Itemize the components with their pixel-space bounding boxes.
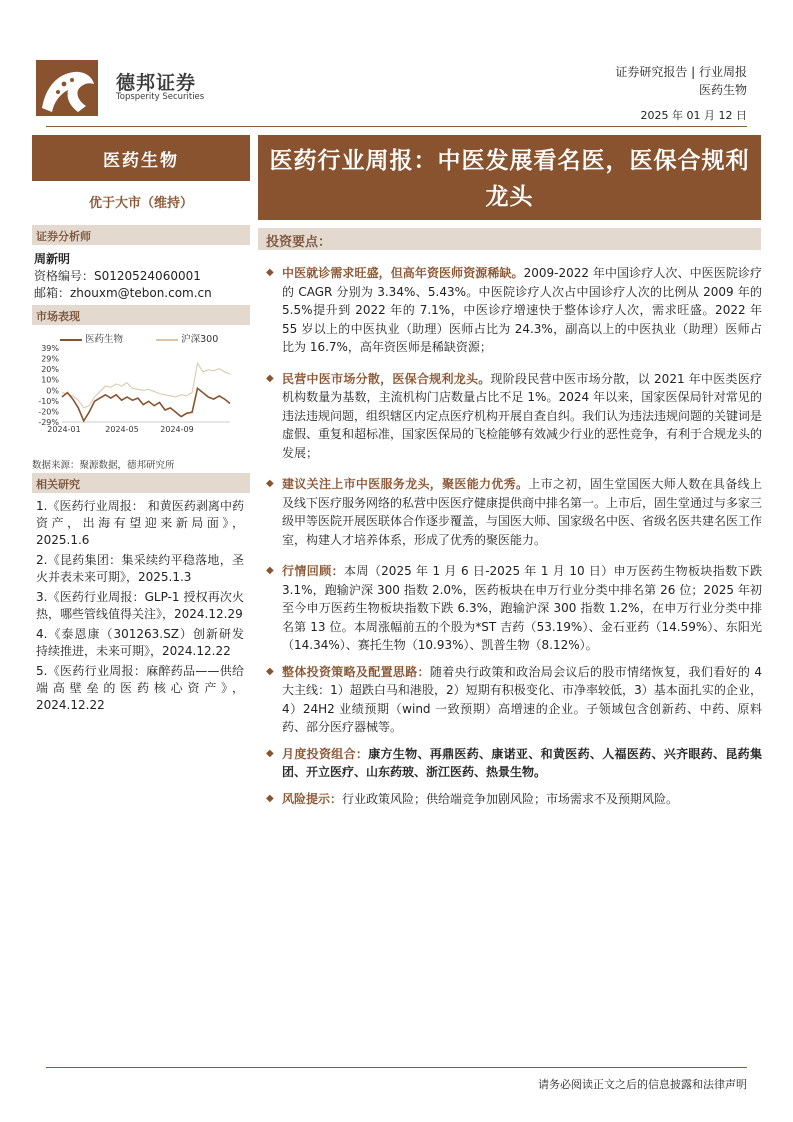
related-item[interactable]: 2.《昆药集团：集采续约平稳落地，圣火并表未来可期》，2025.1.3 (36, 553, 244, 584)
analyst-name: 周新明 (34, 252, 71, 266)
key-point-lead: 整体投资策略及配置思路： (282, 664, 430, 679)
key-points-header: 投资要点： (258, 228, 761, 250)
series-line (62, 363, 230, 408)
report-date: 2025 年 01 月 12 日 (640, 109, 747, 122)
key-point-text: 本周（2025 年 1 月 6 日-2025 年 1 月 10 日）申万医药生物板块指数下跌 3.1%，跑输沪深 300 指数 2.0%，医药板块在申万行业分类中排名第 26 位；2025 年初至今申万医药生物板块指数下跌 6.3%，跑输沪深 300 指数 1.2%，在申万行业分类中排名第 13 位。本周涨幅前五的个股为*ST 吉药（53.19%）、金石亚药（14.59%）、东阳光（14.34%）、赛托生物（10.93%）、凯普生物（8.12%）。 (282, 564, 762, 652)
key-point-lead: 中医就诊需求旺盛，但高年资医师资源稀缺。 (282, 266, 524, 280)
y-tick-label: 0% (46, 386, 59, 396)
market-performance-chart (30, 342, 252, 442)
related-section-header: 相关研究 (32, 473, 250, 493)
rating: 优于大市（维持） (88, 196, 193, 211)
y-tick-label: 10% (41, 375, 59, 385)
analyst-license: 资格编号：S0120524060001 (34, 269, 201, 283)
bullet-icon: ◆ (266, 565, 274, 576)
x-tick-label: 2024-05 (105, 425, 139, 434)
sector-banner: 医药生物 (32, 135, 250, 181)
related-item[interactable]: 4.《泰恩康（301263.SZ）创新研发持续推进，未来可期》，2024.12.22 (36, 627, 244, 658)
key-point-lead: 民营中医市场分散，医保合规利龙头。 (282, 371, 491, 386)
key-point-lead: 月度投资组合： (282, 746, 369, 761)
market-section-header: 市场表现 (32, 305, 250, 325)
key-point-text: 上市之初，固生堂国医大师人数在具备线上及线下医疗服务网络的私营中医医疗健康提供商中排名第一。上市后，固生堂通过与多家三级甲等医院开展医联体合作逐步覆盖，与国医大师、国家级名中医、省级名医共建名医工作室，构建人才培养体系，形成了优秀的聚医能力。 (282, 477, 763, 547)
bullet-icon: ◆ (266, 478, 274, 489)
y-tick-label: -29% (38, 418, 59, 427)
key-point-text: 现阶段民营中医市场分散，以 2021 年中医类医疗机构数量为基数，主流机构门店数量占比不足 1%。2024 年以来，国家医保局针对常见的违法违规问题，组织辖区内定点医疗机构开展自查自纠。我们认为违法违规问题的关键词是虚假、重复和超标准，国家医保局的飞检能够有效减少行业的恶性竞争，有利于合规龙头的发展； (282, 371, 763, 460)
y-tick-label: 20% (41, 365, 59, 375)
key-point (262, 663, 762, 737)
header-divider (46, 126, 747, 127)
bullet-icon: ◆ (266, 267, 274, 278)
y-tick-label: -20% (38, 407, 59, 417)
x-tick-label: 2024-01 (47, 425, 81, 434)
related-item[interactable]: 1.《医药行业周报： 和黄医药剥离中药资产，出海有望迎来新局面》，2025.1.6 (36, 499, 244, 547)
legend-label-index: 沪深300 (181, 334, 219, 345)
key-point (262, 790, 762, 809)
analyst-email: 邮箱：zhouxm@tebon.com.cn (34, 286, 212, 300)
related-research-list (36, 498, 244, 717)
key-point-lead: 行情回顾： (282, 564, 344, 578)
y-tick-label: -10% (38, 396, 59, 406)
bullet-icon: ◆ (266, 747, 274, 759)
bullet-icon: ◆ (266, 372, 274, 384)
key-point-text: 随着央行政策和政治局会议后的股市情绪恢复，我们看好的 4 大主线：1）超跌白马和港股，2）短期有积极变化、市净率较低，3）基本面扎实的企业，4）24H2 业绩预期（wind 一致预期）高增速的企业。子领域包含创新药、中药、原料药、部分医疗器械等。 (282, 664, 762, 734)
key-point-text: 2009-2022 年中国诊疗人次、中医医院诊疗的 CAGR 分别为 3.34%、5.43%。中医院诊疗人次占中国诊疗人次的比例从 2009 年的 5.5%提升到 2022 年的 7.1%，中医诊疗增速快于整体诊疗人次，需求旺盛。2022 年 55 岁以上的中医执业（助理）医师占比为 24.3%，副高以上的中医执业（助理）医师占比为 16.7%，高年资医师是稀缺资源； (282, 266, 762, 354)
footer-divider (46, 1067, 747, 1068)
x-tick-label: 2024-09 (160, 425, 194, 434)
analyst-section-header: 证券分析师 (32, 225, 250, 245)
key-points (262, 264, 762, 808)
chart-source-note: 数据来源：聚源数据，德邦研究所 (32, 460, 175, 471)
key-point-lead: 建议关注上市中医服务龙头，聚医能力优秀。 (282, 477, 529, 491)
report-title: 医药行业周报：中医发展看名医，医保合规利龙头 (258, 135, 761, 220)
key-point (262, 475, 762, 549)
key-point-text: 行业政策风险；供给端竞争加剧风险；市场需求不及预期风险。 (342, 791, 679, 806)
legend-label-sector: 医药生物 (85, 334, 124, 345)
y-tick-label: 39% (41, 344, 59, 353)
bullet-icon: ◆ (266, 665, 274, 677)
key-point (262, 264, 762, 357)
report-type: 证券研究报告 | 行业周报 (615, 65, 747, 79)
disclaimer-note: 请务必阅读正文之后的信息披露和法律声明 (538, 1078, 747, 1091)
key-point (262, 370, 762, 463)
key-point-lead: 风险提示： (282, 791, 343, 806)
brand-name: 德邦证券 (116, 72, 197, 94)
y-tick-label: 29% (41, 354, 59, 364)
legend-swatch-index (156, 339, 178, 341)
bullet-icon: ◆ (266, 792, 274, 804)
key-point (262, 562, 762, 655)
related-item[interactable]: 5.《医药行业周报：麻醉药品——供给端高壁垒的医药核心资产》，2024.12.22 (36, 664, 244, 712)
header-sector: 医药生物 (698, 83, 747, 97)
brand-english-name: Topsperity Securities (116, 92, 205, 102)
related-item[interactable]: 3.《医药行业周报：GLP-1 授权再次火热，哪些管线值得关注》，2024.12.29 (36, 590, 244, 621)
legend-swatch-sector (60, 339, 82, 341)
key-point-text: 康方生物、再鼎医药、康诺亚、和黄医药、人福医药、兴齐眼药、昆药集团、开立医疗、山东药玻、浙江医药、热景生物。 (282, 746, 762, 779)
key-point (262, 745, 762, 782)
series-line (62, 388, 230, 421)
company-logo (36, 60, 98, 116)
